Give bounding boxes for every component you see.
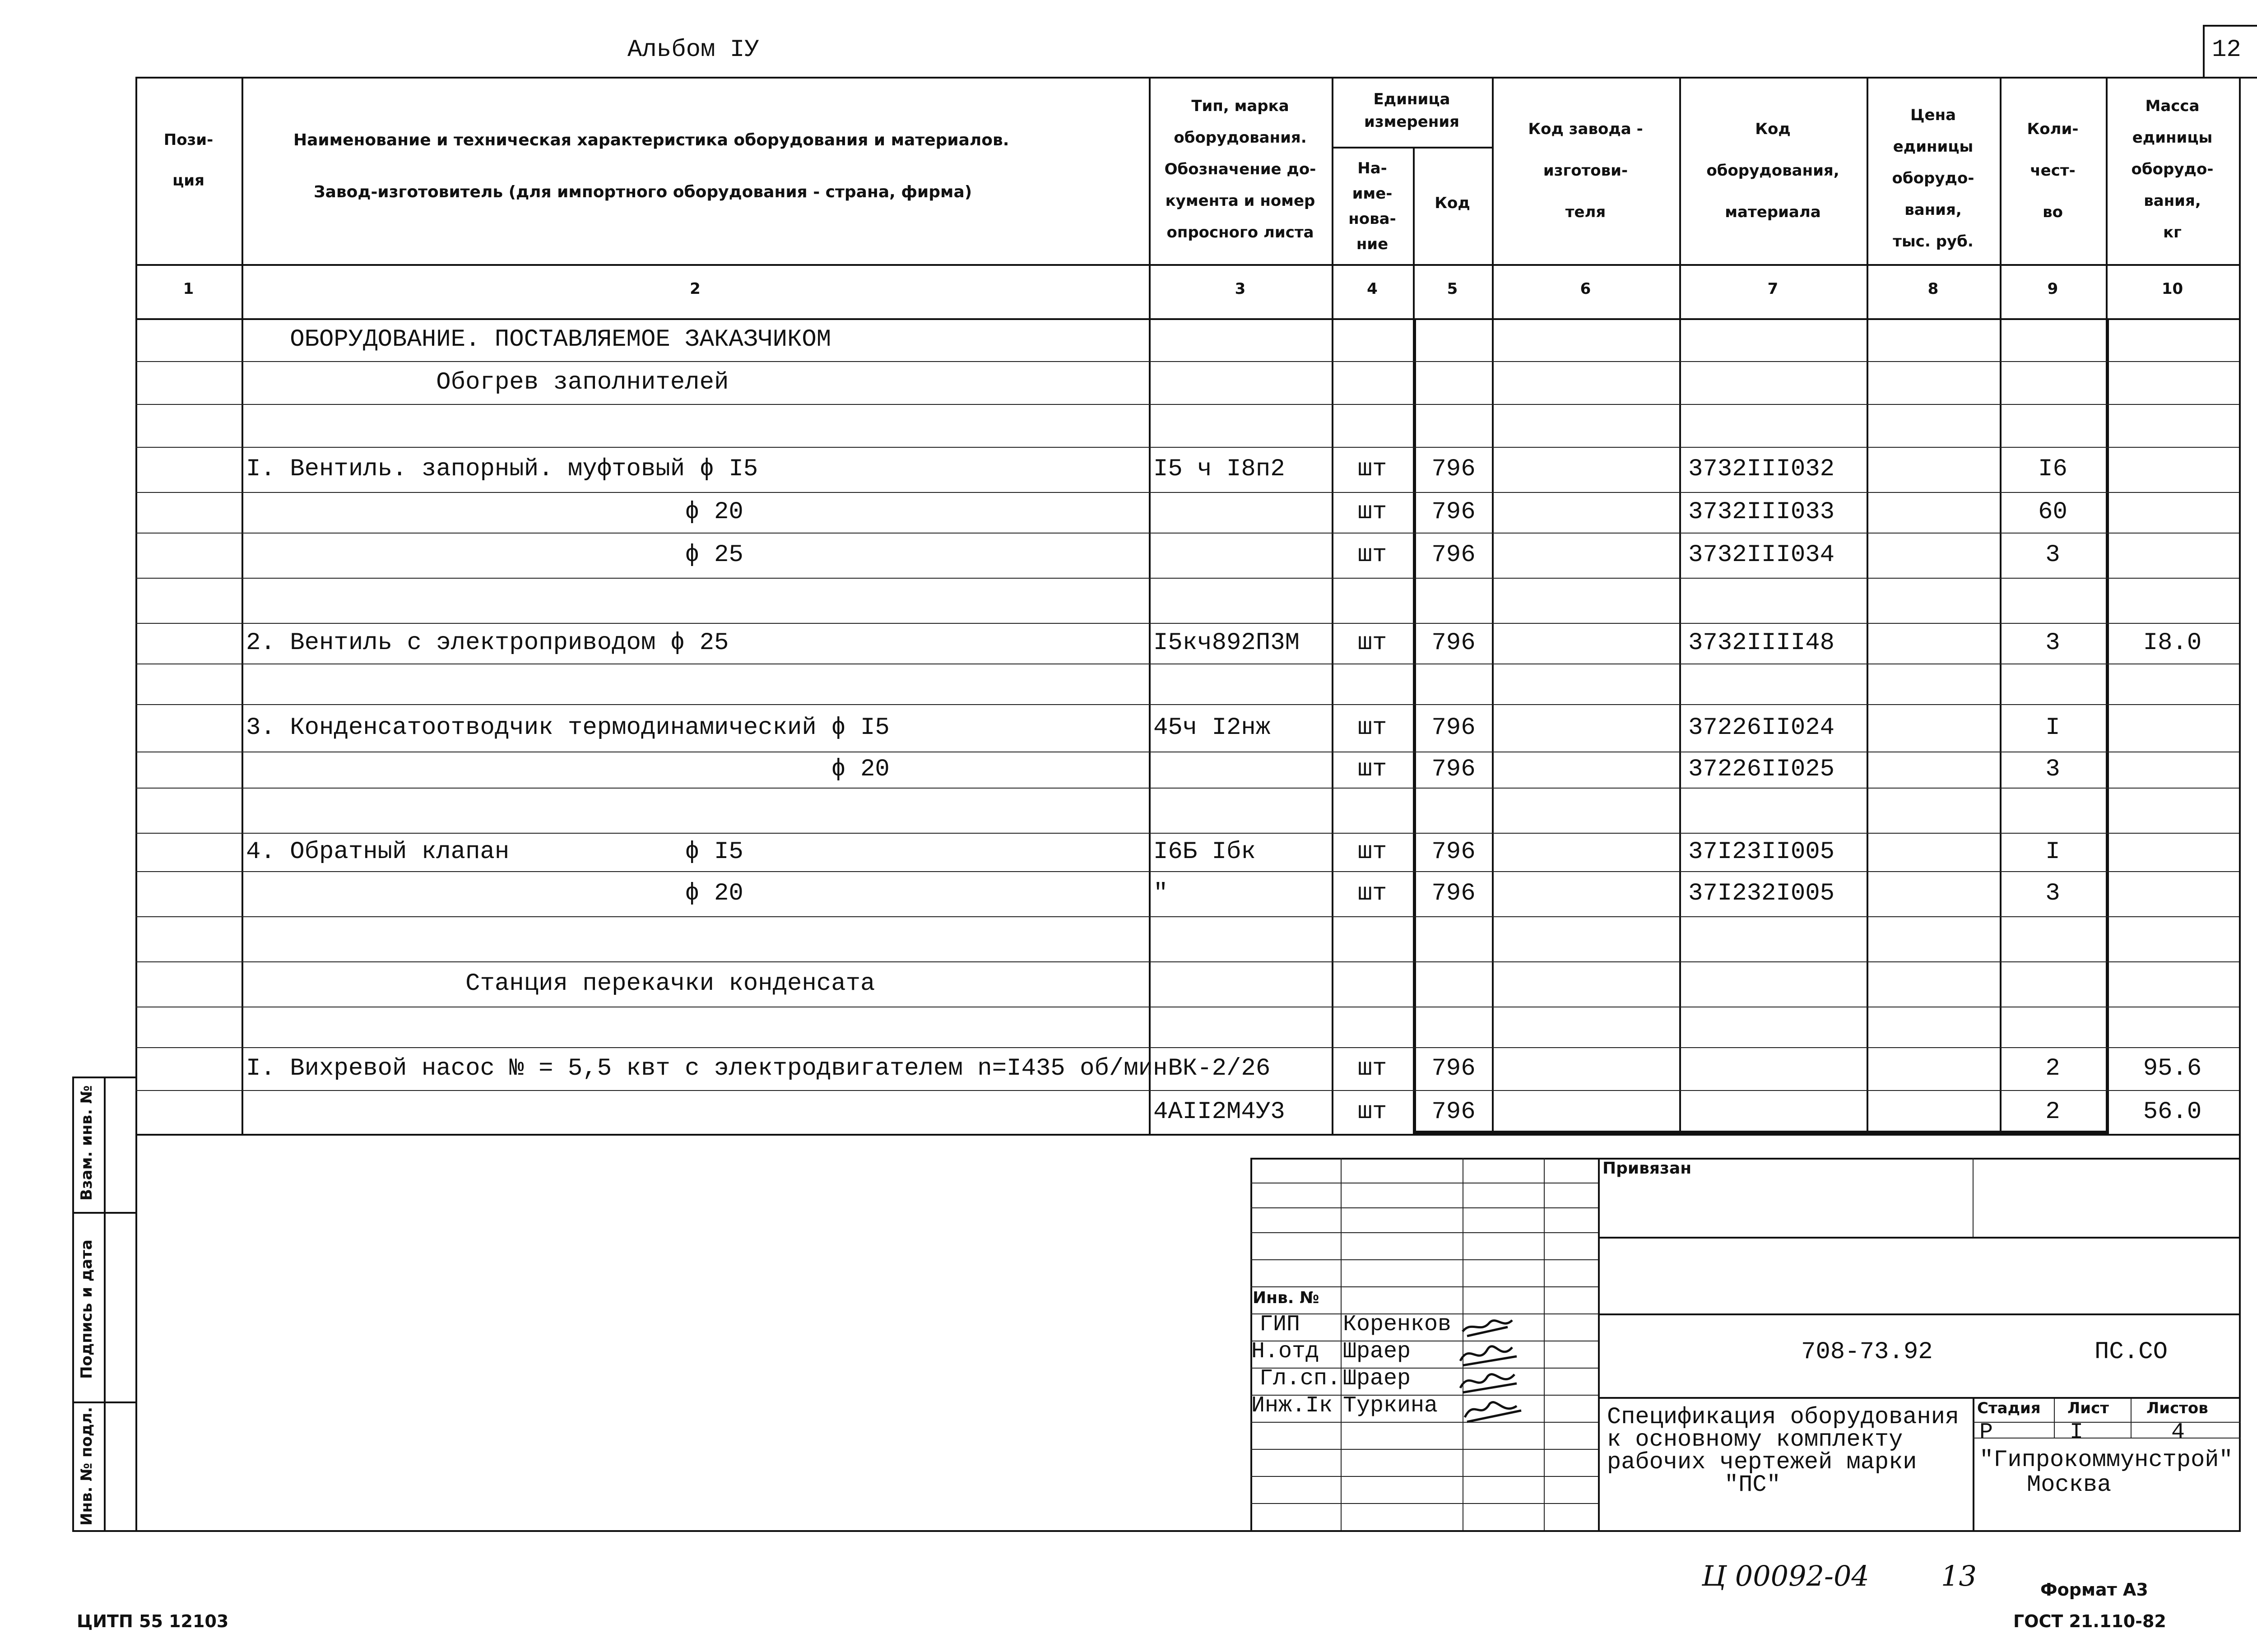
header-c10-l2: единицы bbox=[2132, 129, 2213, 147]
cell-c3: ВК-2/26 bbox=[1153, 1055, 1271, 1082]
row-separator bbox=[135, 1090, 2239, 1091]
tb-h-right2 bbox=[1598, 1313, 2241, 1315]
tb-h-grid bbox=[1250, 1286, 1598, 1287]
header-c5: Код bbox=[1435, 194, 1470, 212]
page-box-left bbox=[2203, 25, 2205, 78]
tb-v7 bbox=[2054, 1397, 2055, 1438]
tb-v1 bbox=[1341, 1158, 1342, 1530]
header-c4-l4: ние bbox=[1356, 235, 1389, 253]
cell-c2: 4. Обратный клапан ϕ I5 bbox=[246, 838, 743, 866]
cell-c3: " bbox=[1153, 880, 1168, 907]
cell-c3: I5кч892П3М bbox=[1153, 629, 1300, 657]
header-c3-l4: кумента и номер bbox=[1165, 192, 1315, 210]
cell-c9: 3 bbox=[2045, 541, 2060, 569]
frame-right bbox=[2239, 77, 2241, 1530]
header-c9-l2: чест- bbox=[2030, 162, 2076, 180]
tb-title bbox=[1607, 1406, 1959, 1496]
cell-c7: 37I23II005 bbox=[1688, 838, 1835, 866]
tb-h-grid bbox=[1250, 1476, 1598, 1477]
header-c3-l5: опросного листа bbox=[1166, 223, 1314, 241]
side-strip-mid bbox=[104, 1077, 106, 1530]
row-separator bbox=[135, 961, 2239, 962]
header-c4-l1: На- bbox=[1357, 159, 1387, 177]
row-separator bbox=[135, 533, 2239, 534]
colnum-7: 7 bbox=[1767, 280, 1779, 298]
cell-c2: ОБОРУДОВАНИЕ. ПОСТАВЛЯЕМОЕ ЗАКАЗЧИКОМ bbox=[246, 326, 831, 353]
tb-name-3: Шраер bbox=[1343, 1366, 1411, 1392]
tb-h-grid bbox=[1250, 1449, 1598, 1450]
cell-c4: шт bbox=[1357, 838, 1387, 866]
cell-c4: шт bbox=[1357, 714, 1387, 742]
footer-archive-page: 13 bbox=[1941, 1559, 1977, 1592]
cell-c2: ϕ 20 bbox=[246, 880, 743, 907]
column-numbers-bottom-rule bbox=[135, 318, 2239, 320]
tb-title-l2: к основному комплекту bbox=[1607, 1426, 1903, 1453]
header-c6-l3: теля bbox=[1565, 203, 1606, 221]
header-c9 bbox=[2000, 108, 2106, 233]
top-rule bbox=[135, 77, 2257, 79]
signature-4 bbox=[1465, 1402, 1521, 1422]
tb-name-1: Коренков bbox=[1343, 1312, 1452, 1337]
body-thick-right bbox=[2106, 318, 2109, 1134]
tb-v4 bbox=[1598, 1158, 1600, 1530]
tb-name-2: Шраер bbox=[1343, 1339, 1411, 1364]
header-c10-l5: кг bbox=[2163, 223, 2182, 241]
tb-h-right1 bbox=[1598, 1237, 2241, 1239]
cell-c3: 4АII2М4У3 bbox=[1153, 1098, 1285, 1126]
tb-h-grid bbox=[1250, 1232, 1598, 1233]
signature-3 bbox=[1460, 1374, 1517, 1392]
cell-c5: 796 bbox=[1431, 455, 1476, 483]
cell-c7: 37226II024 bbox=[1688, 714, 1835, 742]
cell-c4: шт bbox=[1357, 880, 1387, 907]
cell-c2: I. Вихревой насос № = 5,5 квт с электродвигателем n=I435 об/мин bbox=[246, 1055, 1168, 1082]
album-label: Альбом IУ bbox=[627, 36, 759, 64]
cell-c2: Обогрев заполнителей bbox=[246, 369, 729, 396]
header-c4 bbox=[1332, 156, 1413, 257]
tb-v8 bbox=[2131, 1397, 2132, 1438]
cell-c10: I8.0 bbox=[2143, 629, 2202, 657]
cell-c7: 3732III034 bbox=[1688, 541, 1835, 569]
cell-c2: ϕ 20 bbox=[246, 498, 743, 526]
col-sep-8 bbox=[2000, 77, 2002, 1134]
footer-format: Формат А3 bbox=[2040, 1580, 2148, 1600]
colnum-10: 10 bbox=[2161, 280, 2183, 298]
cell-c10: 95.6 bbox=[2143, 1055, 2202, 1082]
header-c4-l2: име- bbox=[1352, 185, 1393, 203]
header-c8-l3: оборудо- bbox=[1892, 169, 1974, 187]
cell-c7: 3732IIII48 bbox=[1688, 629, 1835, 657]
header-c2-line2: Завод-изготовитель (для импортного оборудования - страна, фирма) bbox=[314, 183, 972, 201]
header-c8 bbox=[1867, 99, 2000, 257]
side-strip-sep-1 bbox=[72, 1212, 135, 1214]
header-c9-l3: во bbox=[2043, 203, 2063, 221]
header-c2-line1: Наименование и техническая характеристика оборудования и материалов. bbox=[293, 131, 1009, 149]
cell-c9: I bbox=[2045, 838, 2060, 866]
tb-v6 bbox=[1973, 1397, 1974, 1530]
side-label-inv: Инв. № подл. bbox=[78, 1406, 96, 1526]
tb-doc-code: 708-73.92 bbox=[1801, 1338, 1933, 1366]
tb-h-stage2 bbox=[1973, 1438, 2241, 1439]
col-sep-5 bbox=[1492, 77, 1494, 1134]
header-c7-l1: Код bbox=[1755, 120, 1791, 138]
cell-c2: 2. Вентиль с электроприводом ϕ 25 bbox=[246, 629, 729, 657]
tb-title-l1: Спецификация оборудования bbox=[1607, 1404, 1960, 1430]
header-c10-l4: вания, bbox=[2144, 192, 2201, 210]
cell-c9: 60 bbox=[2038, 498, 2067, 526]
header-c8-l1: Цена bbox=[1910, 106, 1956, 124]
tb-sheet: I bbox=[2070, 1420, 2084, 1445]
side-label-vzam: Взам. инв. № bbox=[78, 1085, 96, 1201]
header-c6-l2: изготови- bbox=[1543, 162, 1628, 180]
tb-title-l4: "ПС" bbox=[1724, 1471, 1781, 1498]
cell-c7: 3732III033 bbox=[1688, 498, 1835, 526]
tb-org: "Гипрокоммунстрой" bbox=[1979, 1447, 2233, 1473]
header-c4-l3: нова- bbox=[1348, 210, 1396, 228]
header-c10-l1: Масса bbox=[2145, 97, 2200, 115]
cell-c9: 3 bbox=[2045, 629, 2060, 657]
colnum-2: 2 bbox=[690, 280, 701, 298]
row-separator bbox=[135, 578, 2239, 579]
tb-role-2: Н.отд bbox=[1251, 1339, 1319, 1364]
cell-c5: 796 bbox=[1431, 498, 1476, 526]
page-number: 12 bbox=[2212, 36, 2241, 64]
page-box-top bbox=[2203, 25, 2257, 27]
cell-c2: 3. Конденсатоотводчик термодинамический ϕ I5 bbox=[246, 714, 890, 742]
cell-c9: 3 bbox=[2045, 880, 2060, 907]
header-c8-l4: вания, bbox=[1904, 201, 1962, 219]
colnum-4: 4 bbox=[1367, 280, 1378, 298]
cell-c2: Станция перекачки конденсата bbox=[246, 970, 875, 998]
cell-c5: 796 bbox=[1431, 1055, 1476, 1082]
tb-h-right3 bbox=[1598, 1397, 2241, 1399]
row-separator bbox=[135, 361, 2239, 362]
row-separator bbox=[135, 788, 2239, 789]
row-separator bbox=[135, 833, 2239, 834]
body-thick-left bbox=[1413, 318, 1416, 1134]
row-separator bbox=[135, 447, 2239, 448]
cell-c2: I. Вентиль. запорный. муфтовый ϕ I5 bbox=[246, 455, 758, 483]
header-c1-l1: Пози- bbox=[163, 131, 214, 149]
cell-c4: шт bbox=[1357, 629, 1387, 657]
colnum-5: 5 bbox=[1447, 280, 1458, 298]
row-separator bbox=[135, 492, 2239, 493]
unit-subheader-rule bbox=[1332, 147, 1492, 148]
header-c7 bbox=[1679, 108, 1867, 233]
tb-sheet-label: Лист bbox=[2067, 1399, 2109, 1417]
row-separator bbox=[135, 871, 2239, 872]
header-unit-l2: измерения bbox=[1364, 113, 1459, 131]
col-sep-6 bbox=[1679, 77, 1681, 1134]
tb-stage: Р bbox=[1979, 1420, 1993, 1445]
signature-scribbles bbox=[1454, 1311, 1553, 1429]
cell-c4: шт bbox=[1357, 541, 1387, 569]
cell-c5: 796 bbox=[1431, 714, 1476, 742]
cell-c9: I6 bbox=[2038, 455, 2067, 483]
tb-privyazan: Привязан bbox=[1602, 1159, 1692, 1178]
colnum-6: 6 bbox=[1580, 280, 1591, 298]
body-thick-bottom bbox=[1413, 1131, 2109, 1134]
tb-sheets: 4 bbox=[2171, 1420, 2185, 1445]
cell-c3: I6Б Iбк bbox=[1153, 838, 1256, 866]
header-c6-l1: Код завода - bbox=[1528, 120, 1643, 138]
footer-gost: ГОСТ 21.110-82 bbox=[2013, 1611, 2166, 1631]
side-label-podpis: Подпись и дата bbox=[78, 1239, 96, 1379]
tb-name-4: Туркина bbox=[1343, 1393, 1438, 1419]
colnum-1: 1 bbox=[183, 280, 194, 298]
table-bottom-rule bbox=[135, 1134, 2239, 1136]
cell-c7: 3732III032 bbox=[1688, 455, 1835, 483]
header-c8-l2: единицы bbox=[1893, 138, 1974, 156]
cell-c4: шт bbox=[1357, 455, 1387, 483]
tb-role-3: Гл.сп. bbox=[1259, 1366, 1341, 1392]
col-sep-1 bbox=[241, 77, 243, 1134]
colnum-3: 3 bbox=[1235, 280, 1246, 298]
tb-h-grid bbox=[1250, 1207, 1598, 1208]
header-c3-l2: оборудования. bbox=[1174, 129, 1307, 147]
header-c3-l3: Обозначение до- bbox=[1164, 160, 1316, 178]
cell-c5: 796 bbox=[1431, 629, 1476, 657]
row-separator bbox=[135, 1047, 2239, 1048]
cell-c9: I bbox=[2045, 714, 2060, 742]
colnum-8: 8 bbox=[1927, 280, 1939, 298]
cell-c5: 796 bbox=[1431, 880, 1476, 907]
tb-inv-no: Инв. № bbox=[1253, 1289, 1319, 1307]
header-c7-l2: оборудования, bbox=[1706, 162, 1839, 180]
cell-c3: 45ч I2нж bbox=[1153, 714, 1271, 742]
signature-1 bbox=[1463, 1320, 1512, 1336]
cell-c5: 796 bbox=[1431, 1098, 1476, 1126]
header-c9-l1: Коли- bbox=[2027, 120, 2079, 138]
footer-archive-no: Ц 00092-04 bbox=[1702, 1559, 1869, 1592]
header-c10 bbox=[2106, 90, 2239, 248]
cell-c7: 37I232I005 bbox=[1688, 880, 1835, 907]
cell-c4: шт bbox=[1357, 1055, 1387, 1082]
cell-c4: шт bbox=[1357, 756, 1387, 783]
tb-stage-label: Стадия bbox=[1977, 1399, 2041, 1417]
row-separator bbox=[135, 916, 2239, 917]
tb-h-grid bbox=[1250, 1503, 1598, 1504]
tb-top bbox=[1250, 1158, 2241, 1160]
tb-v5 bbox=[1973, 1158, 1974, 1237]
cell-c5: 796 bbox=[1431, 756, 1476, 783]
header-bottom-rule bbox=[135, 264, 2239, 266]
tb-doc-mark: ПС.СО bbox=[2094, 1338, 2168, 1366]
header-c10-l3: оборудо- bbox=[2131, 160, 2214, 178]
header-c3-l1: Тип, марка bbox=[1191, 97, 1289, 115]
cell-c3: I5 ч I8п2 bbox=[1153, 455, 1285, 483]
tb-city: Москва bbox=[2027, 1471, 2112, 1498]
cell-c9: 3 bbox=[2045, 756, 2060, 783]
cell-c7: 37226II025 bbox=[1688, 756, 1835, 783]
tb-role-4: Инж.Iк bbox=[1251, 1393, 1333, 1419]
header-c7-l3: материала bbox=[1725, 203, 1821, 221]
cell-c4: шт bbox=[1357, 498, 1387, 526]
row-separator bbox=[135, 704, 2239, 705]
frame-bottom bbox=[72, 1530, 2241, 1532]
header-c1-l2: ция bbox=[172, 172, 204, 190]
side-strip-sep-2 bbox=[72, 1401, 135, 1403]
signature-2 bbox=[1460, 1346, 1517, 1365]
header-unit-l1: Единица bbox=[1373, 90, 1450, 108]
cell-c10: 56.0 bbox=[2143, 1098, 2202, 1126]
header-c3 bbox=[1149, 90, 1332, 248]
header-c1 bbox=[135, 120, 241, 201]
tb-title-l3: рабочих чертежей марки bbox=[1607, 1449, 1917, 1476]
side-strip-left bbox=[72, 1077, 74, 1530]
row-separator bbox=[135, 404, 2239, 405]
header-unit bbox=[1332, 88, 1492, 133]
cell-c9: 2 bbox=[2045, 1055, 2060, 1082]
row-separator bbox=[135, 623, 2239, 624]
tb-role-1: ГИП bbox=[1259, 1312, 1300, 1337]
cell-c5: 796 bbox=[1431, 541, 1476, 569]
colnum-9: 9 bbox=[2047, 280, 2058, 298]
cell-c5: 796 bbox=[1431, 838, 1476, 866]
cell-c4: шт bbox=[1357, 1098, 1387, 1126]
cell-c2: ϕ 25 bbox=[246, 541, 743, 569]
header-c8-l5: тыс. руб. bbox=[1893, 232, 1974, 251]
cell-c9: 2 bbox=[2045, 1098, 2060, 1126]
footer-left: ЦИТП 55 12103 bbox=[77, 1611, 229, 1631]
tb-sheets-label: Листов bbox=[2146, 1399, 2208, 1417]
tb-h-stage bbox=[1973, 1422, 2241, 1423]
header-c6 bbox=[1492, 108, 1679, 233]
cell-c2: ϕ 20 bbox=[246, 756, 890, 783]
tb-h-grid bbox=[1250, 1259, 1598, 1260]
